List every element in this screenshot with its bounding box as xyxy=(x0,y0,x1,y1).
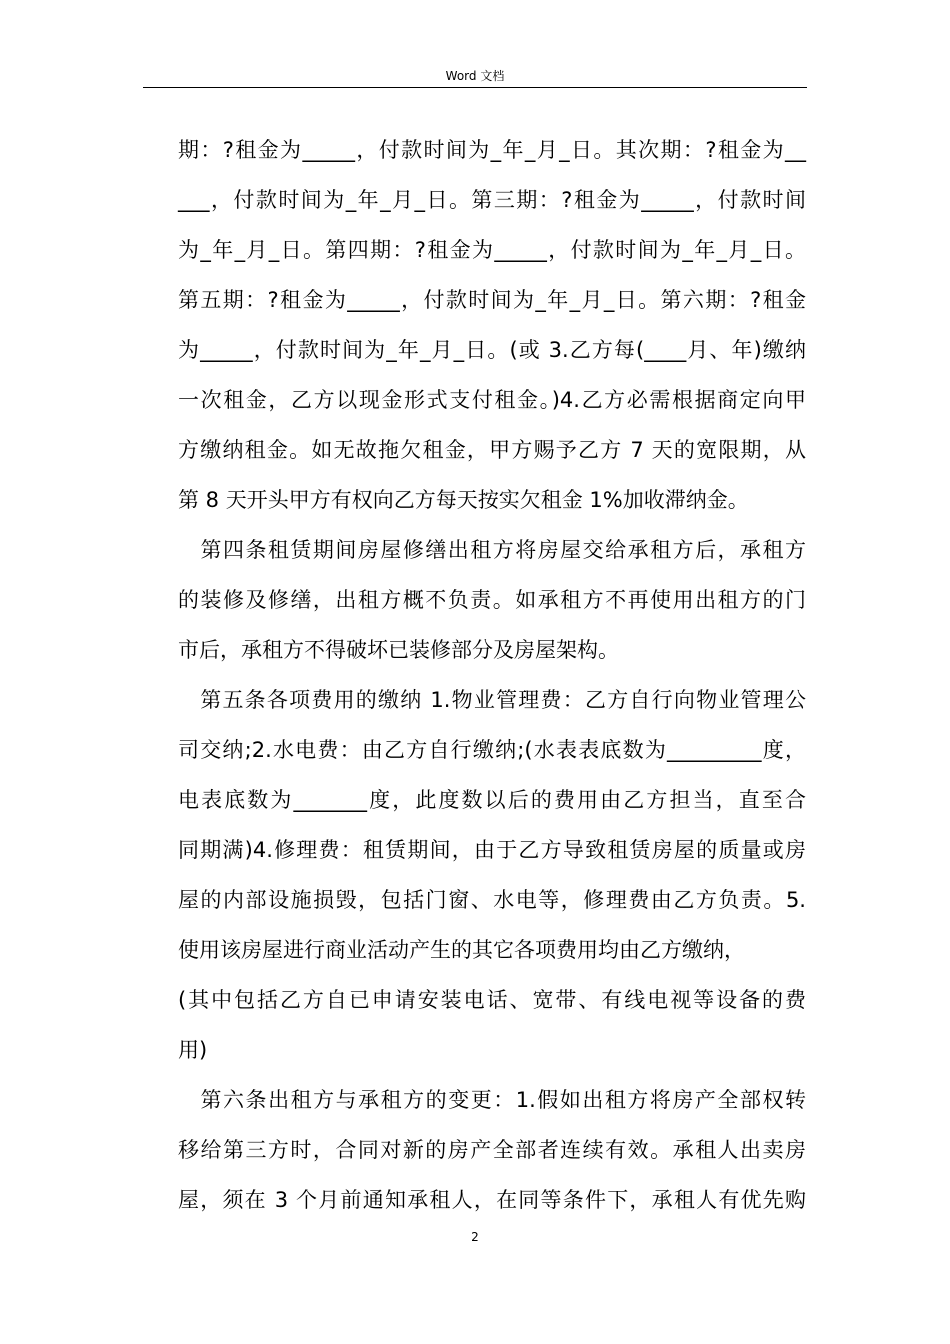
text-line: 市后，承租方不得破坏已装修部分及房屋架构。 xyxy=(178,638,619,662)
text-line: 第五条各项费用的缴纳 1.物业管理费：乙方自行向物业管理公 xyxy=(178,688,806,712)
text-line: 期：?租金为_____，付款时间为_年_月_日。其次期：?租金为__ xyxy=(178,138,806,162)
text-line: 为_年_月_日。第四期：?租金为_____，付款时间为_年_月_日。 xyxy=(178,238,806,262)
text-line: 一次租金，乙方以现金形式支付租金。)4.乙方必需根据商定向甲 xyxy=(178,388,806,412)
text-line: 第 8 天开头甲方有权向乙方每天按实欠租金 1%加收滞纳金。 xyxy=(178,488,749,512)
text-line: 用) xyxy=(178,1038,208,1062)
text-line: 方缴纳租金。如无故拖欠租金，甲方赐予乙方 7 天的宽限期，从 xyxy=(178,438,806,462)
page-header: Word 文档 xyxy=(445,69,505,83)
paragraph-article-4 xyxy=(178,525,806,675)
text-line: 屋，须在 3 个月前通知承租人，在同等条件下，承租人有优先购 xyxy=(178,1188,806,1212)
text-line: 同期满)4.修理费：租赁期间，由于乙方导致租赁房屋的质量或房 xyxy=(178,838,806,862)
text-line: 的装修及修缮，出租方概不负责。如承租方不再使用出租方的门 xyxy=(178,588,806,612)
text-line: 第四条租赁期间房屋修缮出租方将房屋交给承租方后，承租方 xyxy=(178,538,806,562)
document-body xyxy=(178,125,806,1225)
text-line: (其中包括乙方自已申请安装电话、宽带、有线电视等设备的费 xyxy=(178,988,806,1012)
text-line: 第五期：?租金为_____，付款时间为_年_月_日。第六期：?租金 xyxy=(178,288,806,312)
text-line: 为_____，付款时间为_年_月_日。(或 3.乙方每(____月、年)缴纳 xyxy=(178,338,806,362)
text-line: ___，付款时间为_年_月_日。第三期：?租金为_____，付款时间 xyxy=(178,188,806,212)
paragraph-rent-schedule xyxy=(178,125,806,525)
text-line: 司交纳;2.水电费：由乙方自行缴纳;(水表表底数为_________度， xyxy=(178,738,806,762)
text-line: 屋的内部设施损毁，包括门窗、水电等，修理费由乙方负责。5. xyxy=(178,888,806,912)
header-divider xyxy=(143,87,807,88)
paragraph-article-6 xyxy=(178,1075,806,1225)
text-line: 电表底数为_______度，此度数以后的费用由乙方担当，直至合 xyxy=(178,788,806,812)
paragraph-article-5 xyxy=(178,675,806,1075)
page-number: 2 xyxy=(471,1230,479,1244)
text-line: 第六条出租方与承租方的变更：1.假如出租方将房产全部权转 xyxy=(178,1088,806,1112)
text-line: 使用该房屋进行商业活动产生的其它各项费用均由乙方缴纳， xyxy=(178,938,745,962)
text-line: 移给第三方时，合同对新的房产全部者连续有效。承租人出卖房 xyxy=(178,1138,806,1162)
